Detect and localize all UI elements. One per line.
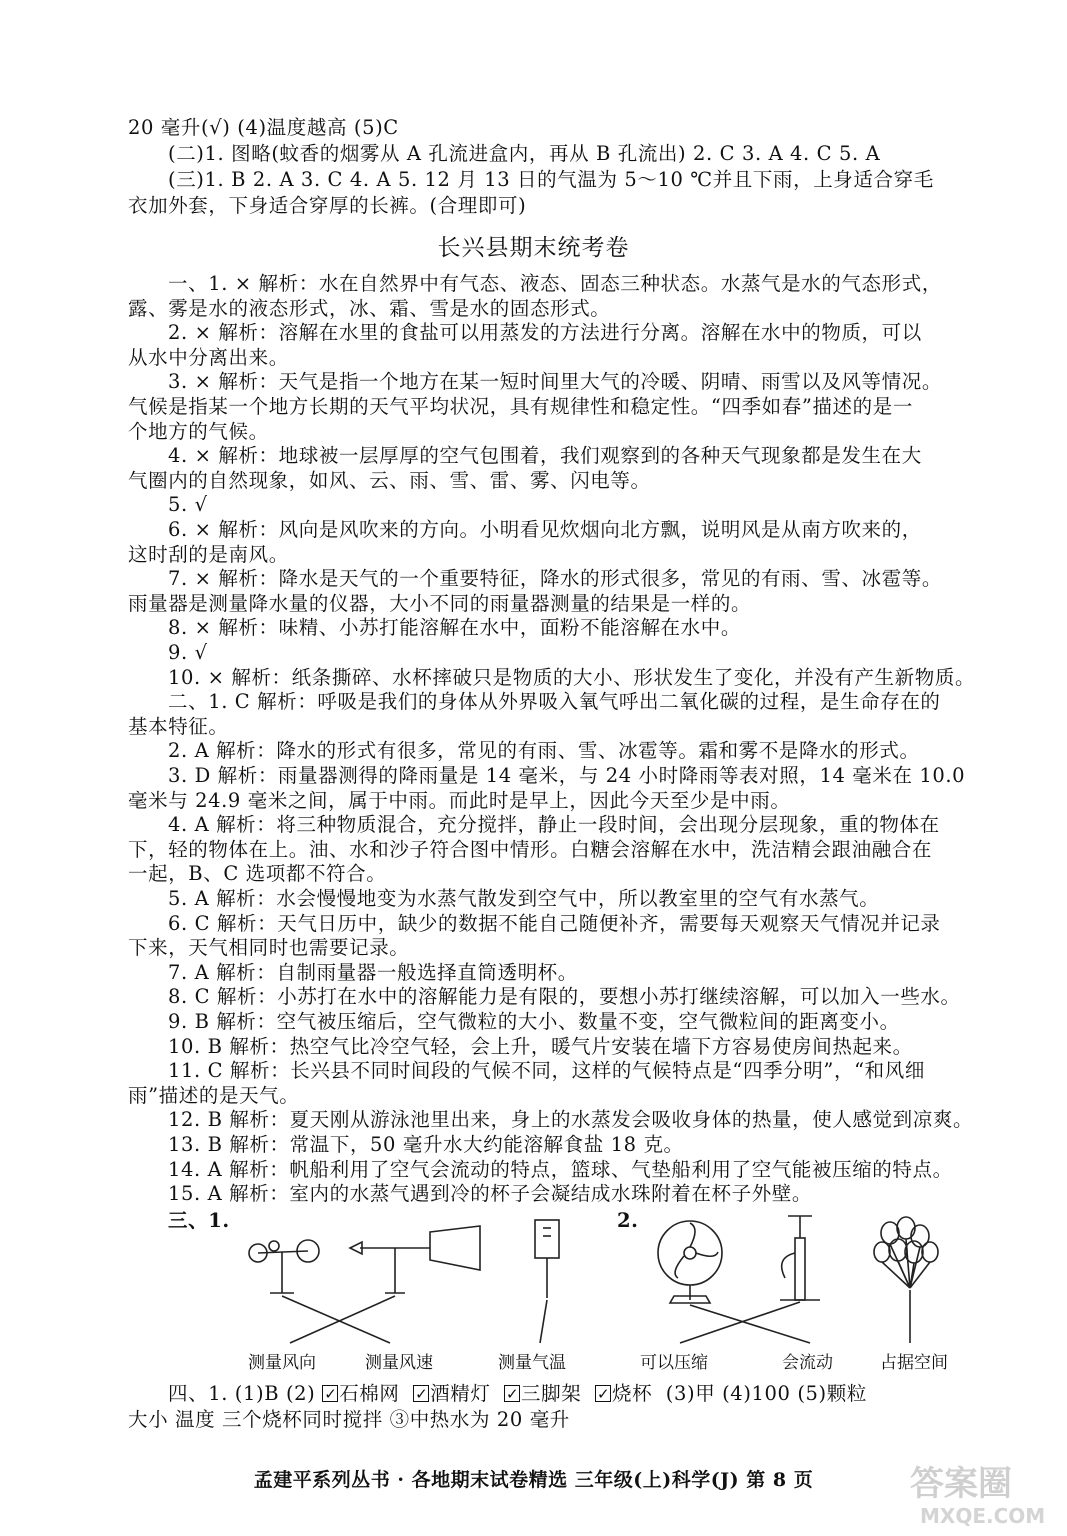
answer-line: (二)1. 图略(蚊香的烟雾从 A 孔流进盒内，再从 B 孔流出) 2. C 3. A 4. C 5. A: [168, 142, 881, 165]
explanation-line: 9. B 解析：空气被压缩后，空气微粒的大小、数量不变，空气微粒间的距离变小。: [168, 1010, 900, 1033]
balloons-icon: [874, 1217, 938, 1288]
thermometer-icon: [535, 1220, 559, 1298]
section4-line1: [168, 1381, 998, 1407]
explanation-line: 7. A 解析：自制雨量器一般选择直筒透明杯。: [168, 960, 578, 984]
explanation-line: 一、1. × 解析：水在自然界中有气态、液态、固态三种状态。水蒸气是水的气态形式，: [168, 272, 942, 295]
item-asbestos-net: 石棉网: [339, 1382, 400, 1405]
explanation-line: 5. √: [168, 493, 208, 517]
answer-line: 衣加外套，下身适合穿厚的长裤。(合理即可): [128, 194, 527, 217]
explanation-line: 下来，天气相同时也需要记录。: [128, 936, 410, 960]
explanation-line: 下，轻的物体在上。油、水和沙子符合图中情形。白糖会溶解在水中，洗洁精会跟油融合在: [128, 837, 933, 861]
section4-line2: 大小 温度 三个烧杯同时搅拌 ③中热水为 20 毫升: [128, 1408, 570, 1431]
pump-icon: [780, 1216, 820, 1300]
explanation-line: 10. × 解析：纸条撕碎、水杯摔破只是物质的大小、形状发生了变化，并没有产生新物质。: [168, 665, 976, 689]
explanation-line: 4. × 解析：地球被一层厚厚的空气包围着，我们观察到的各种天气现象都是发生在大: [168, 444, 922, 468]
watermark-text: 答案圈: [910, 1464, 1012, 1504]
explanation-line: 5. A 解析：水会慢慢地变为水蒸气散发到空气中，所以教室里的空气有水蒸气。: [168, 887, 880, 910]
page-footer: 孟建平系列丛书 · 各地期末试卷精选 三年级(上)科学(J) 第 8 页: [253, 1469, 814, 1491]
answer-line: (三)1. B 2. A 3. C 4. A 5. 12 月 13 日的气温为 5～10 ℃并且下雨，上身适合穿毛: [168, 168, 934, 191]
label-wind-speed: 测量风速: [365, 1353, 433, 1373]
diagram-svg: [230, 1208, 990, 1378]
explanation-line: 雨量器是测量降水量的仪器，大小不同的雨量器测量的结果是一样的。: [128, 591, 752, 615]
explanation-line: 7. × 解析：降水是天气的一个重要特征，降水的形式很多，常见的有雨、雪、冰雹等。: [168, 567, 942, 591]
explanation-line: 这时刮的是南风。: [128, 542, 289, 566]
explanation-line: 12. B 解析：夏天刚从游泳池里出来，身上的水蒸发会吸收身体的热量，使人感觉到凉爽。: [168, 1108, 974, 1132]
watermark-logo: [900, 1455, 1060, 1530]
checkbox-icon: [504, 1385, 520, 1402]
label-flows: 会流动: [782, 1353, 833, 1373]
checkbox-icon: [595, 1385, 611, 1402]
explanation-line: 雨”描述的是天气。: [128, 1083, 300, 1107]
label-compressible: 可以压缩: [640, 1353, 708, 1373]
section4-prefix: 四、1. (1)B (2): [168, 1382, 316, 1405]
anemometer-icon: [249, 1240, 319, 1293]
label-occupies-space: 占据空间: [880, 1353, 948, 1373]
item-alcohol-lamp: 酒精灯: [430, 1382, 491, 1405]
label-temperature: 测量气温: [498, 1353, 566, 1373]
explanation-line: 15. A 解析：室内的水蒸气遇到冷的杯子会凝结成水珠附着在杯子外壁。: [168, 1182, 812, 1206]
explanation-line: 6. × 解析：风向是风吹来的方向。小明看见炊烟向北方飘，说明风是从南方吹来的，: [168, 518, 922, 541]
explanation-line: 毫米与 24.9 毫米之间，属于中雨。而此时是早上，因此今天至少是中雨。: [128, 788, 791, 812]
section3-label: 三、1.: [168, 1209, 230, 1232]
explanation-line: 14. A 解析：帆船利用了空气会流动的特点，篮球、气垫船利用了空气能被压缩的特点。: [168, 1157, 953, 1181]
explanation-line: 2. × 解析：溶解在水里的食盐可以用蒸发的方法进行分离。溶解在水中的物质，可以: [168, 321, 922, 345]
explanation-line: 2. A 解析：降水的形式有很多，常见的有雨、雪、冰雹等。霜和雾不是降水的形式。: [168, 739, 920, 763]
explanation-line: 6. C 解析：天气日历中，缺少的数据不能自己随便补齐，需要每天观察天气情况并记录: [168, 911, 941, 935]
explanation-line: 11. C 解析：长兴县不同时间段的气候不同，这样的气候特点是“四季分明”，“和风细: [168, 1059, 925, 1083]
item-beaker: 烧杯: [611, 1382, 653, 1405]
explanation-line: 气圈内的自然现象，如风、云、雨、雪、雷、雾、闪电等。: [128, 468, 651, 492]
explanation-line: 8. C 解析：小苏打在水中的溶解能力是有限的，要想小苏打继续溶解，可以加入一些水。: [168, 985, 961, 1009]
section4-suffix: (3)甲 (4)100 (5)颗粒: [665, 1382, 867, 1405]
fan-icon: [658, 1221, 722, 1303]
watermark-url: MXQE.COM: [920, 1504, 1046, 1528]
explanation-line: 二、1. C 解析：呼吸是我们的身体从外界吸入氧气呼出二氧化碳的过程，是生命存在的: [168, 690, 941, 714]
checkbox-icon: [322, 1385, 338, 1402]
answer-line: 20 毫升(√) (4)温度越高 (5)C: [128, 116, 399, 139]
section-title: 长兴县期末统考卷: [437, 235, 630, 261]
explanation-line: 10. B 解析：热空气比冷空气轻，会上升，暖气片安装在墙下方容易使房间热起来。: [168, 1034, 913, 1058]
wind-vane-icon: [350, 1226, 480, 1293]
section3-label-2: 2.: [617, 1209, 639, 1232]
explanation-line: 13. B 解析：常温下，50 毫升水大约能溶解食盐 18 克。: [168, 1133, 684, 1156]
explanation-line: 个地方的气候。: [128, 419, 269, 443]
explanation-line: 8. × 解析：味精、小苏打能溶解在水中，面粉不能溶解在水中。: [168, 616, 741, 640]
explanation-line: 露、雾是水的液态形式，冰、霜、雪是水的固态形式。: [128, 296, 611, 320]
explanation-line: 一起，B、C 选项都不符合。: [128, 862, 387, 886]
item-tripod: 三脚架: [521, 1382, 582, 1405]
explanation-line: 气候是指某一个地方长期的天气平均状况，具有规律性和稳定性。“四季如春”描述的是一: [128, 395, 913, 418]
matching-diagram: [230, 1208, 990, 1378]
explanation-line: 9. √: [168, 641, 208, 664]
explanation-line: 3. × 解析：天气是指一个地方在某一短时间里大气的冷暖、阴晴、雨雪以及风等情况。: [168, 370, 942, 394]
explanation-line: 3. D 解析：雨量器测得的降雨量是 14 毫米，与 24 小时降雨等表对照，14 毫米在 10.0: [168, 764, 966, 787]
explanation-line: 4. A 解析：将三种物质混合，充分搅拌，静止一段时间，会出现分层现象，重的物体在: [168, 813, 940, 837]
label-wind-direction: 测量风向: [248, 1353, 316, 1373]
explanation-line: 基本特征。: [128, 714, 229, 738]
checkbox-icon: [413, 1385, 429, 1402]
explanation-line: 从水中分离出来。: [128, 345, 289, 369]
